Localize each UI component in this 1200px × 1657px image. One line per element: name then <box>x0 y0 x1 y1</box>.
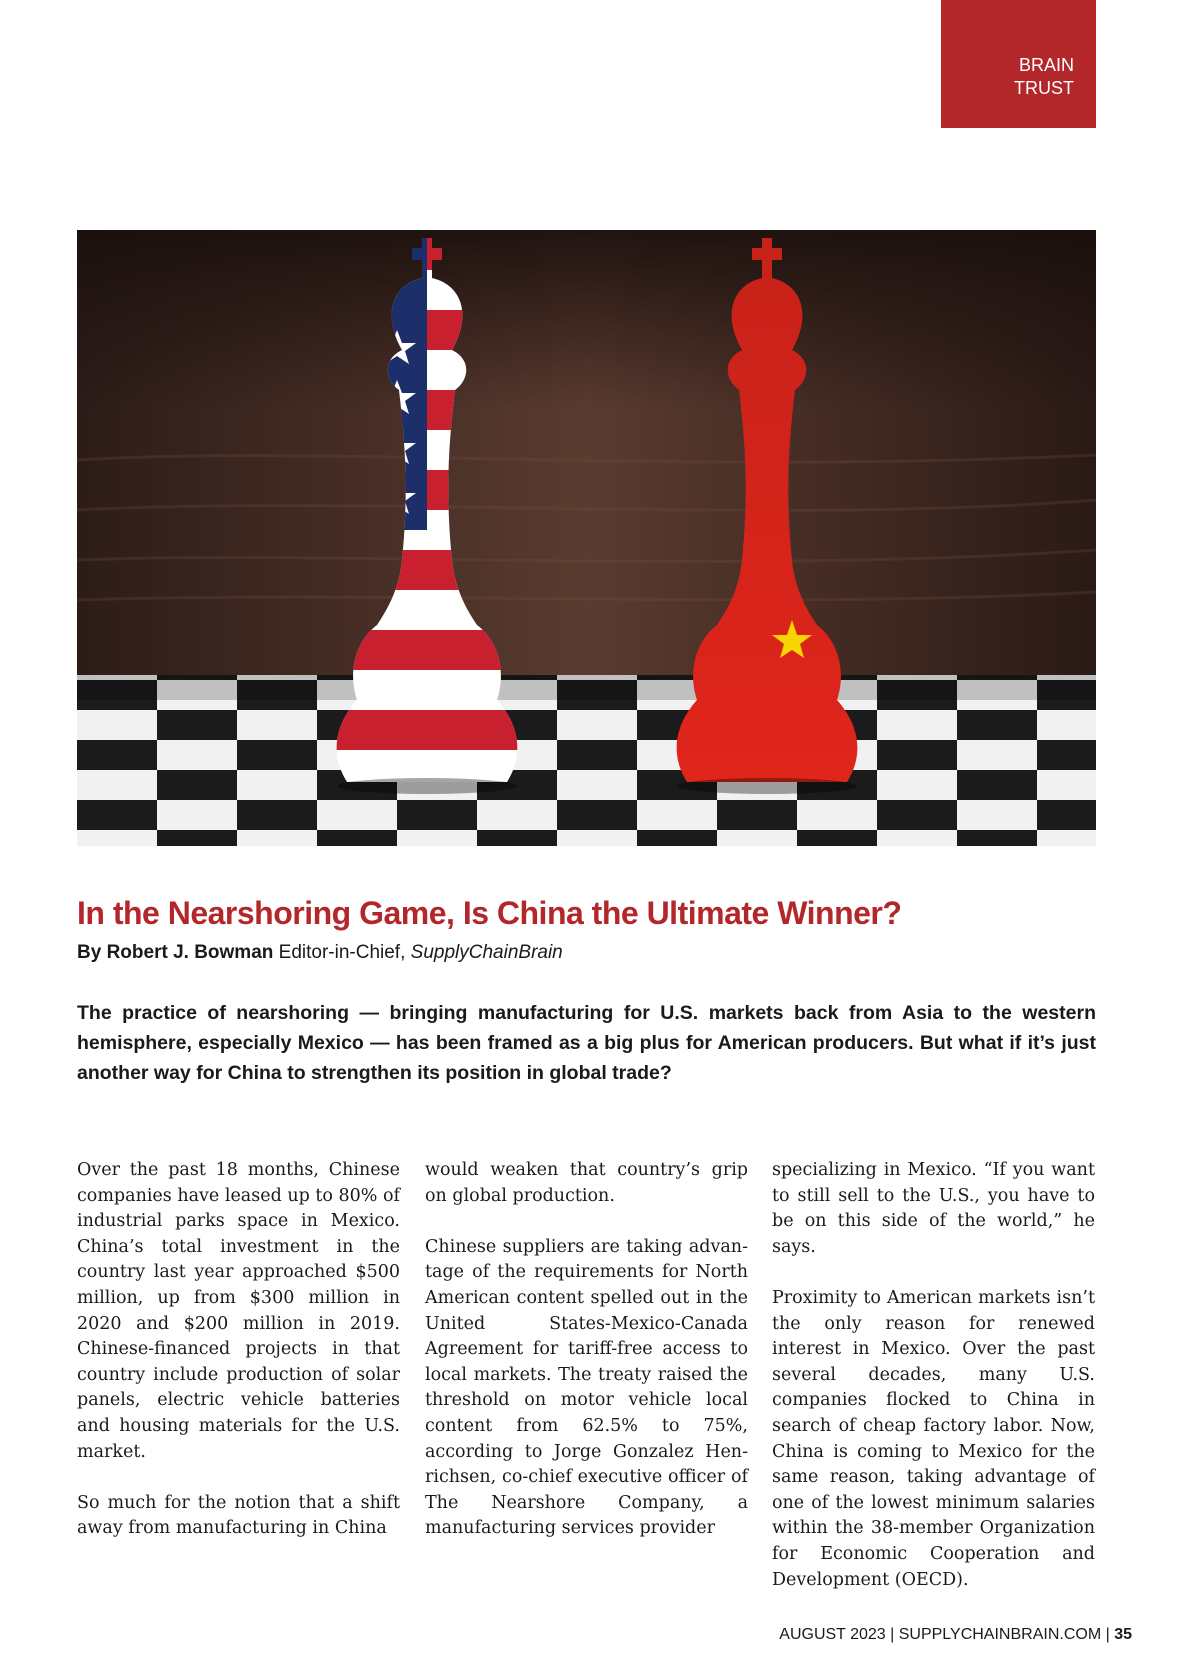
badge-line-2: TRUST <box>1014 78 1074 98</box>
article-title: In the Nearshoring Game, Is China the Ultimate Winner? <box>77 895 902 931</box>
page-number: 35 <box>1114 1626 1132 1643</box>
page-footer <box>779 1625 1132 1645</box>
article-deck: The practice of nearshoring — bringing manufacturing for U.S. markets back from Asia to the western hemisphere, especially Mexico — has been framed as a big plus for American producers. But what if it’s just another way for China to strengthen its position in global trade? <box>77 1002 1096 1084</box>
section-badge <box>941 0 1096 128</box>
body-paragraph-continued: would weaken that country’s grip on global production. <box>425 1160 748 1206</box>
body-column-2 <box>425 1158 748 1542</box>
body-paragraph: Over the past 18 months, Chinese companies have leased up to 80% of industrial parks space in Mexico. China’s total investment in the country last year approached $500 million, up from $300 million in 2020 and $200 million in 2019. Chinese-financed projects in that country include production of solar panels, electric vehicle batteries and housing materials for the U.S. market. <box>77 1160 400 1462</box>
badge-line-1: BRAIN <box>1018 55 1074 75</box>
body-paragraph: So much for the notion that a shift away from manufacturing in China <box>77 1492 400 1539</box>
body-column-3 <box>772 1158 1095 1593</box>
issue-info: AUGUST 2023 | SUPPLYCHAINBRAIN.COM | <box>779 1626 1110 1643</box>
body-paragraph: Chinese suppliers are taking advantage of the requirements for North American content spelled out in the United States-Mexico-Canada Agreement for tariff-free access to local markets. The treaty raised the threshold on motor vehicle local content from 62.5% to 75%, according to Jorge Gonzalez Henrichsen, co-chief executive officer of The Nearshore Company, a manufacturing services provider <box>425 1236 748 1539</box>
author-name: By Robert J. Bowman <box>77 942 274 963</box>
publication-name: SupplyChainBrain <box>410 942 563 963</box>
body-paragraph: Proximity to American markets isn’t the only reason for renewed interest in Mexico. Over the past several decades, many U.S. companies flocked to China in search of cheap factory labor. Now, China is coming to Mexico for the same reason, taking advantage of one of the lowest minimum salaries within the 38-member Organization for Economic Cooperation and Development (OECD). <box>772 1287 1095 1590</box>
body-paragraph-continued: specializing in Mexico. “If you want to still sell to the U.S., you have to be on this side of the world,” he says. <box>772 1160 1095 1257</box>
byline <box>77 940 1096 966</box>
chess-kings-illustration <box>77 230 1096 846</box>
hero-image <box>77 230 1096 846</box>
author-role: Editor-in-Chief, <box>278 942 406 963</box>
body-column-1 <box>77 1158 400 1542</box>
